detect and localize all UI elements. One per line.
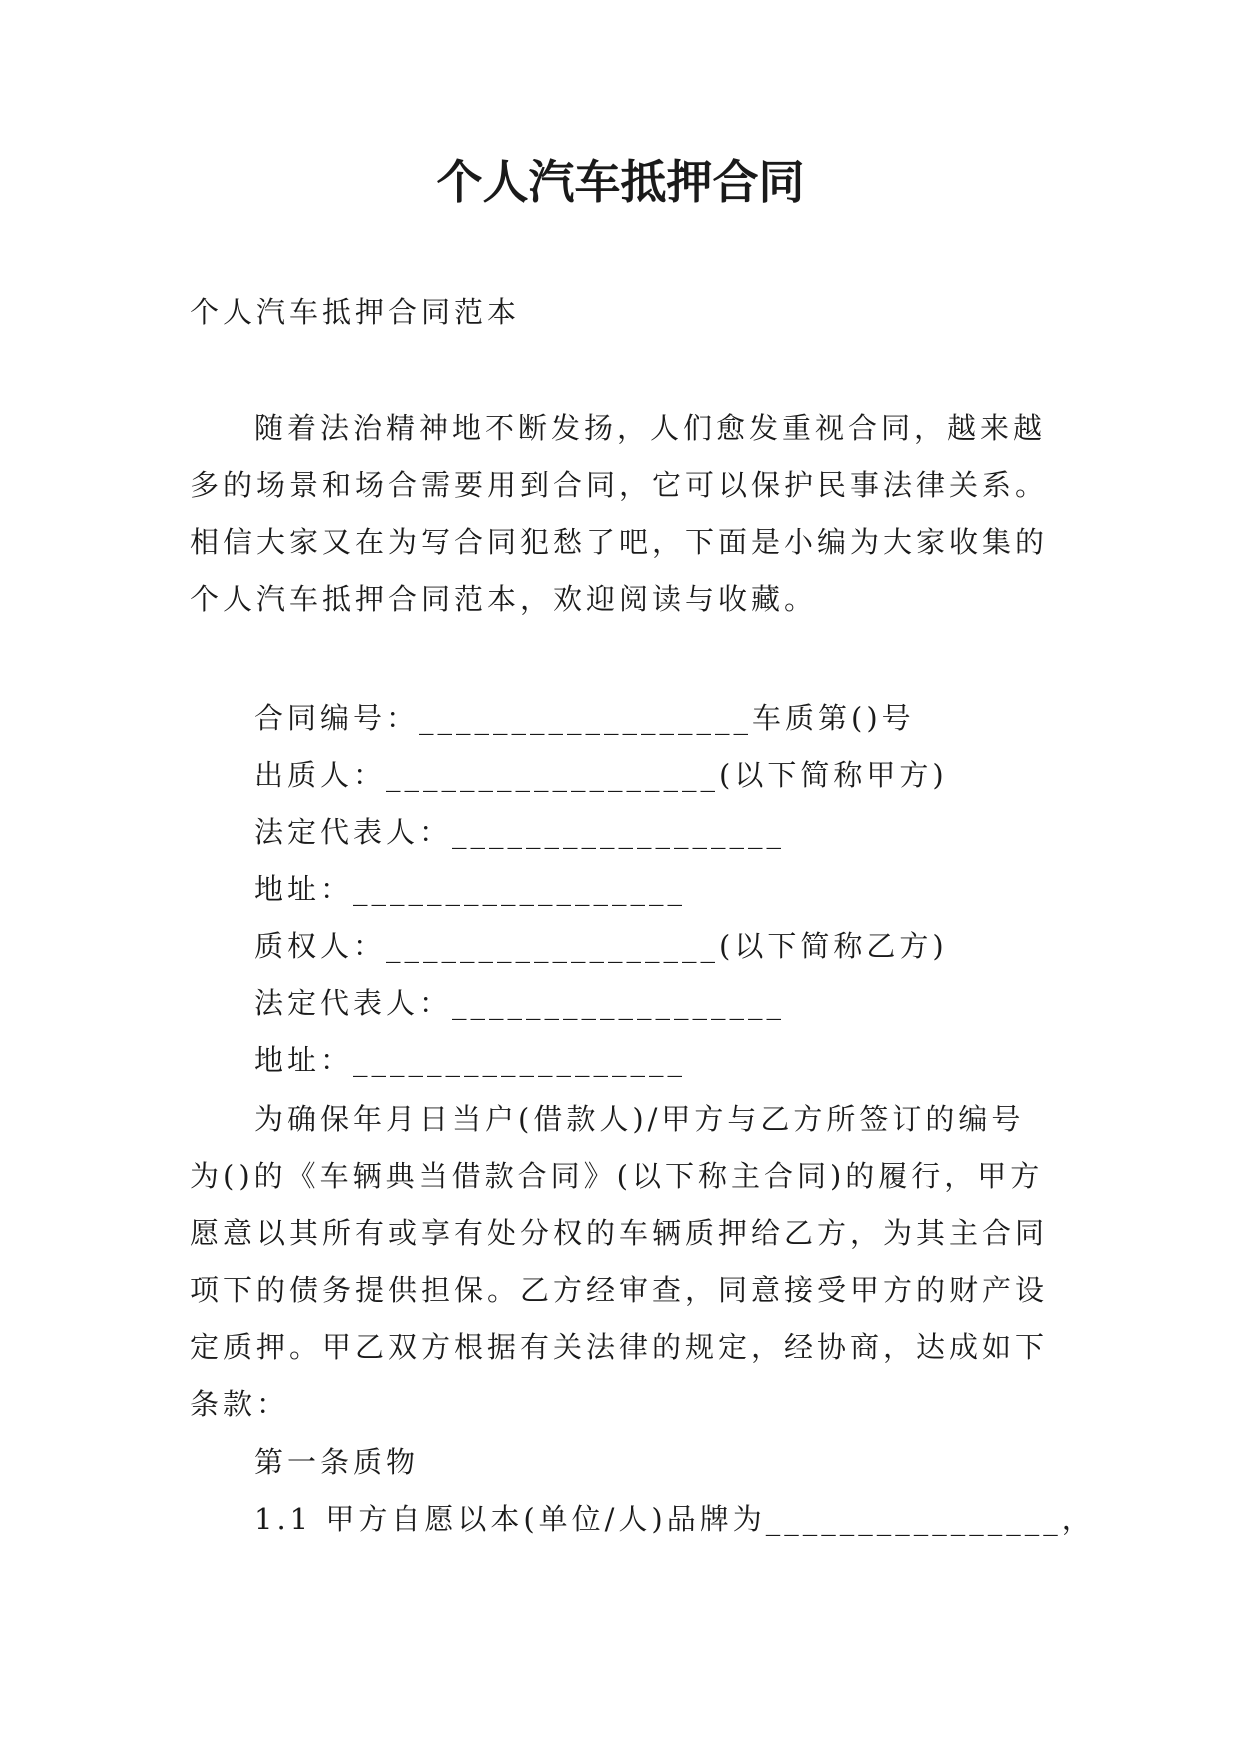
intro-line: 多的场景和场合需要用到合同，它可以保护民事法律关系。 — [190, 468, 1049, 502]
preamble-line: 定质押。甲乙双方根据有关法律的规定，经协商，达成如下 — [190, 1330, 1049, 1364]
intro-line: 个人汽车抵押合同范本，欢迎阅读与收藏。 — [190, 582, 818, 616]
subtitle: 个人汽车抵押合同范本 — [190, 295, 521, 329]
preamble-line: 项下的债务提供担保。乙方经审查，同意接受甲方的财产设 — [190, 1273, 1049, 1307]
pledgee-address-field: 地址：__________________ — [254, 1043, 687, 1077]
pledgee-representative-field: 法定代表人：__________________ — [254, 986, 786, 1020]
pledgor-representative-field: 法定代表人：__________________ — [254, 815, 786, 849]
pledgee-field: 质权人：__________________(以下简称乙方) — [254, 929, 948, 963]
document-title: 个人汽车抵押合同 — [436, 155, 805, 209]
intro-line: 随着法治精神地不断发扬，人们愈发重视合同，越来越 — [254, 411, 1047, 445]
article-1-heading: 第一条质物 — [254, 1445, 420, 1479]
pledgor-address-field: 地址：__________________ — [254, 872, 687, 906]
pledgor-field: 出质人：__________________(以下简称甲方) — [254, 758, 948, 792]
contract-number-field: 合同编号：__________________车质第()号 — [254, 701, 915, 735]
article-1-1-clause: 1.1 甲方自愿以本(单位/人)品牌为________________， — [254, 1502, 1095, 1536]
preamble-line: 条款： — [190, 1387, 290, 1421]
intro-line: 相信大家又在为写合同犯愁了吧，下面是小编为大家收集的 — [190, 525, 1049, 559]
preamble-line: 愿意以其所有或享有处分权的车辆质押给乙方，为其主合同 — [190, 1216, 1049, 1250]
preamble-line: 为确保年月日当户(借款人)/甲方与乙方所签订的编号 — [254, 1102, 1025, 1136]
preamble-line: 为()的《车辆典当借款合同》(以下称主合同)的履行，甲方 — [190, 1159, 1044, 1193]
